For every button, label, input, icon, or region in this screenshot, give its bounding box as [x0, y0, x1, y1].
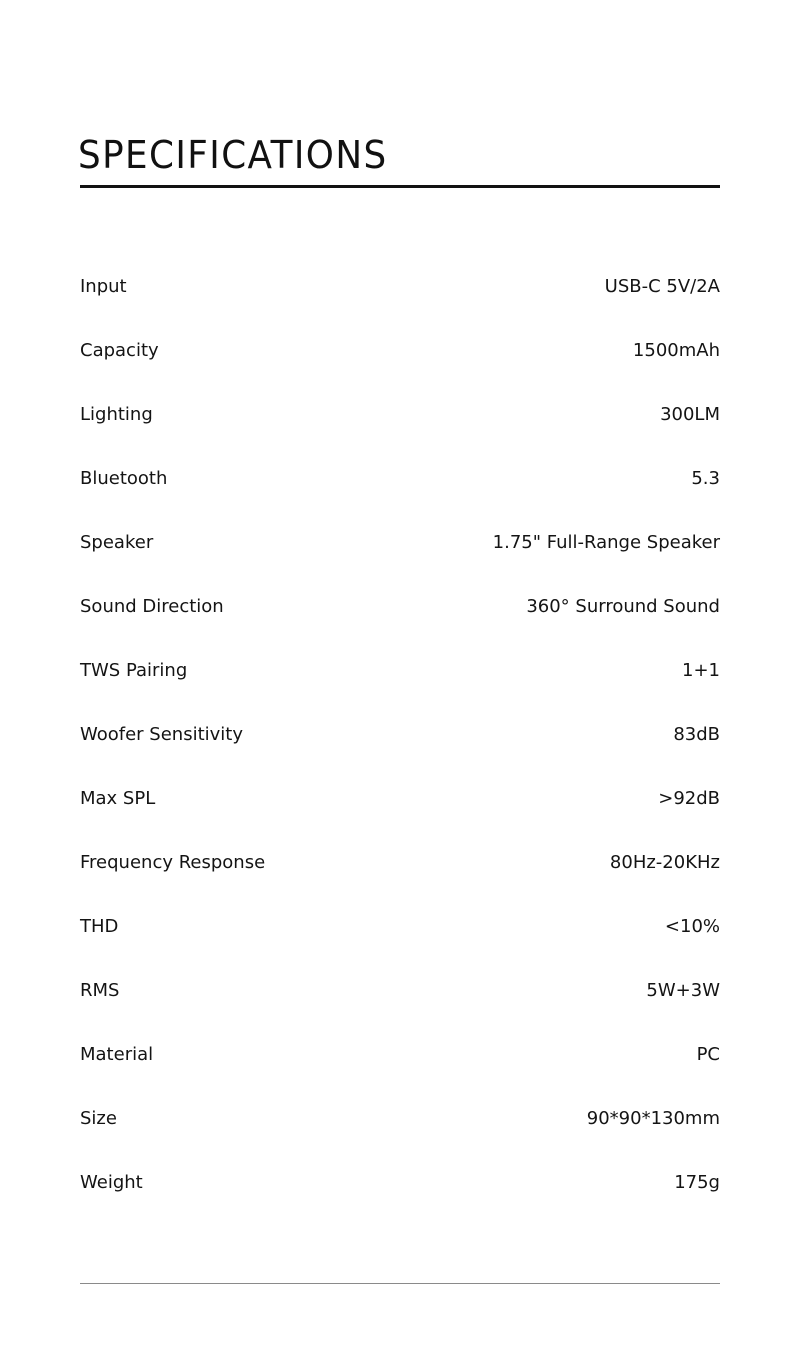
spec-list — [80, 255, 720, 1215]
spec-label: Bluetooth — [80, 468, 168, 489]
spec-value: 1+1 — [682, 660, 720, 681]
spec-label: THD — [80, 916, 119, 937]
spec-row-rms — [80, 959, 720, 1023]
spec-value: 1500mAh — [632, 340, 720, 361]
spec-value: 300LM — [660, 404, 720, 425]
spec-value: 83dB — [673, 724, 720, 745]
title-divider — [80, 185, 720, 188]
spec-label: Input — [80, 276, 127, 297]
spec-label: Woofer Sensitivity — [80, 724, 244, 745]
spec-value: <10% — [664, 916, 720, 937]
spec-value: 90*90*130mm — [586, 1108, 720, 1129]
spec-label: TWS Pairing — [80, 660, 188, 681]
spec-row-capacity — [80, 319, 720, 383]
spec-row-input — [80, 255, 720, 319]
spec-row-thd — [80, 895, 720, 959]
spec-label: Material — [80, 1044, 154, 1065]
spec-value: >92dB — [658, 788, 720, 809]
spec-label: RMS — [80, 980, 120, 1001]
spec-value: 80Hz-20KHz — [609, 852, 720, 873]
spec-row-woofer-sensitivity — [80, 703, 720, 767]
spec-label: Speaker — [80, 532, 154, 553]
spec-row-max-spl — [80, 767, 720, 831]
spec-value: 1.75" Full-Range Speaker — [492, 532, 720, 553]
specifications-section — [80, 0, 720, 1366]
spec-value: USB-C 5V/2A — [604, 276, 720, 297]
spec-value: 5W+3W — [646, 980, 720, 1001]
spec-value: PC — [696, 1044, 720, 1065]
spec-label: Frequency Response — [80, 852, 266, 873]
spec-row-sound-direction — [80, 575, 720, 639]
spec-label: Lighting — [80, 404, 153, 425]
spec-value: 175g — [674, 1172, 720, 1193]
spec-label: Size — [80, 1108, 117, 1129]
spec-label: Sound Direction — [80, 596, 224, 617]
spec-label: Max SPL — [80, 788, 156, 809]
bottom-divider — [80, 1283, 720, 1284]
spec-value: 360° Surround Sound — [526, 596, 720, 617]
spec-label: Weight — [80, 1172, 143, 1193]
section-title: SPECIFICATIONS — [78, 133, 388, 177]
spec-row-weight — [80, 1151, 720, 1215]
spec-row-bluetooth — [80, 447, 720, 511]
spec-row-material — [80, 1023, 720, 1087]
spec-row-tws-pairing — [80, 639, 720, 703]
spec-label: Capacity — [80, 340, 159, 361]
spec-value: 5.3 — [691, 468, 720, 489]
spec-row-lighting — [80, 383, 720, 447]
spec-row-size — [80, 1087, 720, 1151]
spec-row-speaker — [80, 511, 720, 575]
spec-row-frequency-response — [80, 831, 720, 895]
